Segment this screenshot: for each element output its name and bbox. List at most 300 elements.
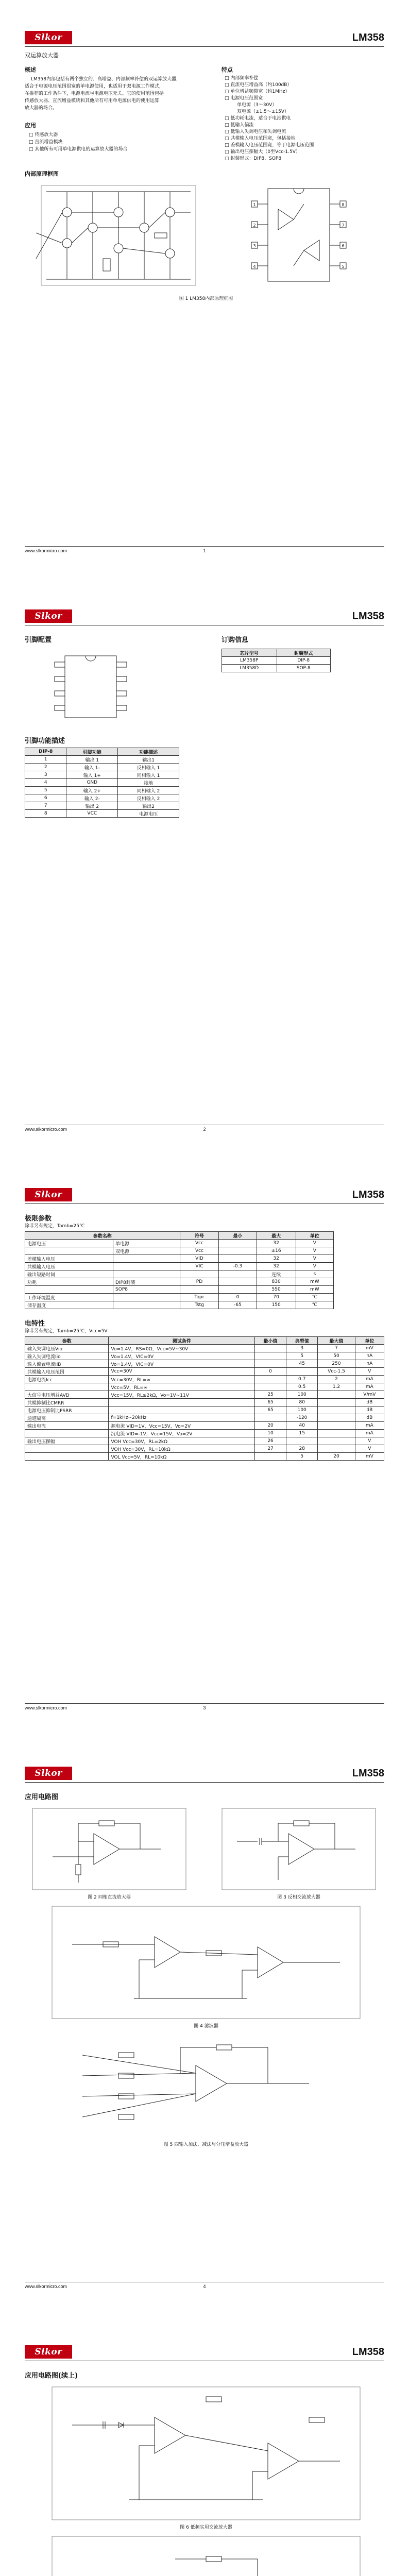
table-row <box>25 810 179 818</box>
cell: 通道隔离 <box>25 1414 109 1422</box>
page-number: 4 <box>203 2284 206 2289</box>
overview-line: 在推荐的工作条件下，电源电流与电源电压无关。它的使用范围包括 <box>25 91 164 96</box>
schematic-title: 内部原理框图 <box>25 171 59 177</box>
cell <box>109 1399 254 1406</box>
pin-number-1: 1 <box>253 202 256 207</box>
cell <box>318 1437 355 1445</box>
col-header: 典型值 <box>286 1337 318 1345</box>
table-row <box>25 1240 334 1247</box>
cell: Vcc=5V，RL=∞ <box>109 1383 254 1391</box>
cell <box>219 1270 257 1278</box>
cell: 150 <box>257 1301 296 1309</box>
cell: VID <box>180 1255 219 1263</box>
cell: 1.2 <box>318 1383 355 1391</box>
table-row <box>25 1406 384 1414</box>
table-row <box>25 1453 384 1461</box>
cell: 26 <box>254 1437 286 1445</box>
absolute-max-table <box>25 1231 334 1309</box>
cell: 250 <box>318 1360 355 1368</box>
cell: 反相输入 1 <box>118 764 179 771</box>
cell <box>318 1391 355 1399</box>
table-row <box>25 1345 384 1352</box>
cell: -120 <box>286 1414 318 1422</box>
cell <box>180 1286 219 1294</box>
cell: s <box>296 1270 333 1278</box>
cell: V <box>296 1263 333 1270</box>
app-circuits-cont-title: 应用电路图(续上) <box>25 2372 78 2380</box>
table-row <box>25 1430 384 1437</box>
cell <box>286 1437 318 1445</box>
cell: 70 <box>257 1294 296 1301</box>
cell: 40 <box>286 1422 318 1430</box>
cell: 沉电流 VID=-1V，Vcc=15V，Vo=2V <box>109 1430 254 1437</box>
cell: mW <box>296 1278 333 1286</box>
cell: Vcc <box>180 1240 219 1247</box>
cell: 4 <box>25 779 66 787</box>
table-row <box>25 1399 384 1406</box>
cell: 连续 <box>257 1270 296 1278</box>
cell: 输出电流 <box>25 1422 109 1430</box>
overview-line: LM358内部包括有两个独立的、高增益、内部频率补偿的双运算放大器， <box>31 77 181 82</box>
cell <box>113 1301 180 1309</box>
feature-item: □ 电源电压范围宽： <box>225 96 268 101</box>
feature-item: □ 低输入偏流 <box>225 123 254 128</box>
cell: VOH Vcc=30V，RL=2kΩ <box>109 1437 254 1445</box>
cell: 工作环境温度 <box>25 1294 113 1301</box>
cell: 5 <box>25 787 66 794</box>
table-row <box>25 1391 384 1399</box>
overview-title: 概述 <box>25 66 36 73</box>
cell <box>254 1360 286 1368</box>
circuit-noninverting-amp <box>32 1808 186 1890</box>
cell: 同相输入 2 <box>118 787 179 794</box>
cell: 输出1 <box>118 756 179 764</box>
cell <box>25 1430 109 1437</box>
cell: 0 <box>219 1294 257 1301</box>
features-title: 特点 <box>221 66 233 73</box>
page-header <box>25 607 384 625</box>
pin-description-table <box>25 748 179 818</box>
app-item: □ 其他所有可用单电源供电的运算放大器的场合 <box>29 147 128 152</box>
order-table <box>221 649 331 672</box>
table-row <box>25 1414 384 1422</box>
cell: 7 <box>318 1345 355 1352</box>
cell: LM358D <box>222 665 277 672</box>
page-footer <box>25 1703 384 1711</box>
cell: 0.5 <box>286 1383 318 1391</box>
cell: 25 <box>254 1391 286 1399</box>
col-header: DIP-8 <box>25 748 66 756</box>
cell: 接地 <box>118 779 179 787</box>
page-number: 3 <box>203 1705 206 1710</box>
feature-item: □ 共模输入电压范围宽，包括接地 <box>225 136 296 141</box>
part-number: LM358 <box>352 1768 384 1779</box>
cell: nA <box>355 1352 384 1360</box>
cell: V <box>355 1445 384 1453</box>
table-row <box>25 1301 334 1309</box>
cell: V/mV <box>355 1391 384 1399</box>
brand-logo: Slkor <box>25 31 72 44</box>
table-row <box>25 1263 334 1270</box>
cell <box>113 1270 180 1278</box>
cell: 储存温度 <box>25 1301 113 1309</box>
col-header: 参数 <box>25 1337 109 1345</box>
cell: 反相输入 2 <box>118 794 179 802</box>
col-header: 最大值 <box>318 1337 355 1345</box>
cell: 输入 2- <box>66 794 118 802</box>
cell: 输出 1 <box>66 756 118 764</box>
caption-fig4: 图 4 滤波器 <box>194 2024 218 2029</box>
cell: 20 <box>318 1453 355 1461</box>
cell: f=1kHz~20kHz <box>109 1414 254 1422</box>
table-row <box>25 1437 384 1445</box>
circuit-summing-amp <box>62 2035 350 2138</box>
brand-logo: Slkor <box>25 609 72 623</box>
cell: mV <box>355 1345 384 1352</box>
table-row <box>25 1368 384 1376</box>
cell: 100 <box>286 1406 318 1414</box>
cell <box>254 1383 286 1391</box>
table-row <box>222 665 331 672</box>
cell: VCC <box>66 810 118 818</box>
apps-title: 应用 <box>25 122 36 129</box>
cell: Topr <box>180 1294 219 1301</box>
cell <box>219 1286 257 1294</box>
cell: 输出 2 <box>66 802 118 810</box>
cell: 电源电压 <box>118 810 179 818</box>
page-3 <box>0 1157 409 1736</box>
page-2 <box>0 579 409 1157</box>
abs-note: 除非另有规定，Tamb=25℃ <box>25 1224 85 1229</box>
cell: 共模输入电压 <box>25 1263 113 1270</box>
cell: V <box>355 1368 384 1376</box>
page-header <box>25 1765 384 1783</box>
schematic-caption: 图 1 LM358内部原理框图 <box>179 296 233 301</box>
pindesc-title: 引脚功能描述 <box>25 737 65 745</box>
circuit-inverting-ac-amp <box>221 1808 376 1890</box>
cell: 输入 1- <box>66 764 118 771</box>
pinout-diagram <box>34 651 147 723</box>
subtitle: 双运算放大器 <box>25 52 59 59</box>
page-5 <box>0 2314 409 2576</box>
cell: 65 <box>254 1406 286 1414</box>
part-number: LM358 <box>352 611 384 622</box>
col-header: 芯片型号 <box>222 649 277 657</box>
cell: 27 <box>254 1445 286 1453</box>
caption-fig5: 图 5 四输入加法、减法与分压增益放大器 <box>163 2142 249 2147</box>
col-header: 单位 <box>296 1232 333 1240</box>
cell: VOH Vcc=30V，RL=10kΩ <box>109 1445 254 1453</box>
col-header: 符号 <box>180 1232 219 1240</box>
cell: mA <box>355 1430 384 1437</box>
cell: 共模输入电压范围 <box>25 1368 109 1376</box>
order-title: 订购信息 <box>221 636 249 644</box>
table-row <box>25 1383 384 1391</box>
footer-url[interactable]: www.slkormicro.com <box>25 1705 67 1710</box>
internal-schematic <box>31 181 206 290</box>
part-number: LM358 <box>352 2346 384 2358</box>
feature-item: □ 单位增益频带宽（约1MHz） <box>225 89 290 94</box>
cell <box>318 1414 355 1422</box>
brand-logo: Slkor <box>25 1188 72 1201</box>
cell: 550 <box>257 1286 296 1294</box>
cell: Tstg <box>180 1301 219 1309</box>
cell <box>219 1278 257 1286</box>
cell: 8 <box>25 810 66 818</box>
table-row <box>25 1294 334 1301</box>
cell: VIC <box>180 1263 219 1270</box>
table-row <box>25 1376 384 1383</box>
feature-item: □ 低功耗电流，适合于电池供电 <box>225 116 291 121</box>
table-row <box>25 756 179 764</box>
table-row <box>25 794 179 802</box>
cell: 80 <box>286 1399 318 1406</box>
page-footer <box>25 546 384 554</box>
cell: 15 <box>286 1430 318 1437</box>
pin-diagram <box>242 183 355 286</box>
cell: mA <box>355 1422 384 1430</box>
cell: 双电源 <box>113 1247 180 1255</box>
table-row <box>25 1278 334 1286</box>
cell: 同相输入 1 <box>118 771 179 779</box>
pin-number-2: 2 <box>253 223 256 228</box>
col-header: 参数名称 <box>25 1232 180 1240</box>
ec-note: 除非另有规定，Tamb=25℃，Vcc=5V <box>25 1329 108 1334</box>
feature-item: □ 低输入失调电压和失调电流 <box>225 129 286 134</box>
pin-number-3: 3 <box>253 244 256 248</box>
cell: Vcc-1.5 <box>318 1368 355 1376</box>
cell: nA <box>355 1360 384 1368</box>
cell: GND <box>66 779 118 787</box>
table-row <box>25 771 179 779</box>
cell: dB <box>355 1414 384 1422</box>
cell: 电源电压抑制比PSRR <box>25 1406 109 1414</box>
footer-url[interactable]: www.slkormicro.com <box>25 548 67 553</box>
cell <box>254 1453 286 1461</box>
pinout-title: 引脚配置 <box>25 636 52 644</box>
circuit-filter <box>52 1906 361 2019</box>
cell: 28 <box>286 1445 318 1453</box>
table-row <box>25 1270 334 1278</box>
cell: 功耗 <box>25 1278 113 1286</box>
cell: DIP-8 <box>277 657 331 665</box>
page-footer <box>25 1125 384 1132</box>
feature-item: □ 差模输入电压范围宽，等于电源电压范围 <box>225 143 314 148</box>
page-header <box>25 29 384 47</box>
cell: Vo=1.4V，RS=0Ω，Vcc=5V~30V <box>109 1345 254 1352</box>
cell: ℃ <box>296 1294 333 1301</box>
cell: 32 <box>257 1240 296 1247</box>
cell: PD <box>180 1278 219 1286</box>
feature-item: □ 封装形式：DIP8、SOP8 <box>225 156 282 161</box>
table-row <box>25 1255 334 1263</box>
cell: V <box>296 1255 333 1263</box>
app-circuits-title: 应用电路图 <box>25 1793 59 1801</box>
cell: mV <box>355 1453 384 1461</box>
cell: -0.3 <box>219 1263 257 1270</box>
cell: -65 <box>219 1301 257 1309</box>
table-row <box>25 1422 384 1430</box>
cell: 830 <box>257 1278 296 1286</box>
cell: 100 <box>286 1391 318 1399</box>
cell: ℃ <box>296 1301 333 1309</box>
cell: SOP-8 <box>277 665 331 672</box>
cell <box>219 1247 257 1255</box>
cell: 32 <box>257 1255 296 1263</box>
cell: VOL Vcc=5V，RL=10kΩ <box>109 1453 254 1461</box>
part-number: LM358 <box>352 32 384 43</box>
feature-item: □ 内部频率补偿 <box>225 76 259 81</box>
cell <box>219 1240 257 1247</box>
page-1 <box>0 0 409 579</box>
page-number: 1 <box>203 548 206 553</box>
cell: 5 <box>286 1453 318 1461</box>
col-header: 功能描述 <box>118 748 179 756</box>
page-footer <box>25 2282 384 2290</box>
cell: 输入失调电压Vio <box>25 1345 109 1352</box>
table-row <box>25 1352 384 1360</box>
cell <box>219 1255 257 1263</box>
cell: 源电流 VID=1V，Vcc=15V，Vo=2V <box>109 1422 254 1430</box>
cell: DIP8封装 <box>113 1278 180 1286</box>
caption-fig2: 图 2 同相直流放大器 <box>88 1895 131 1900</box>
pin-number-6: 6 <box>342 244 345 248</box>
circuit-sine-oscillator <box>52 2536 361 2576</box>
cell <box>25 1247 113 1255</box>
cell <box>318 1406 355 1414</box>
footer-url[interactable]: www.slkormicro.com <box>25 2284 67 2289</box>
cell: V <box>355 1437 384 1445</box>
cell: ±16 <box>257 1247 296 1255</box>
cell: dB <box>355 1406 384 1414</box>
cell: 输出短路时间 <box>25 1270 113 1278</box>
table-row <box>25 1247 334 1255</box>
cell: 输入 2+ <box>66 787 118 794</box>
cell: Vcc=30V <box>109 1368 254 1376</box>
table-row <box>25 1445 384 1453</box>
col-header: 封装形式 <box>277 649 331 657</box>
col-header: 最小 <box>219 1232 257 1240</box>
footer-url[interactable]: www.slkormicro.com <box>25 1127 67 1132</box>
cell: SOP8 <box>113 1286 180 1294</box>
pin-number-8: 8 <box>342 202 345 207</box>
cell: 输入偏置电流IIB <box>25 1360 109 1368</box>
app-item: □ 传感放大器 <box>29 132 58 138</box>
cell: Vcc <box>180 1247 219 1255</box>
cell <box>25 1453 109 1461</box>
cell: 输出电压摆幅 <box>25 1437 109 1445</box>
table-row <box>25 1360 384 1368</box>
overview-line: 适合于电源电压范围很宽的单电源使用，也适用于双电源工作模式， <box>25 84 164 89</box>
cell: 7 <box>25 802 66 810</box>
app-item: □ 直流增益模块 <box>29 140 63 145</box>
cell: Vcc=15V，RL≥2kΩ，Vo=1V~11V <box>109 1391 254 1399</box>
cell: 65 <box>254 1399 286 1406</box>
cell <box>25 1445 109 1453</box>
cell: 电源电流Icc <box>25 1376 109 1383</box>
cell <box>25 1286 113 1294</box>
cell: 0.7 <box>286 1376 318 1383</box>
part-number: LM358 <box>352 1189 384 1200</box>
cell <box>113 1294 180 1301</box>
cell: 大信号电压增益AVD <box>25 1391 109 1399</box>
cell: 电源电压 <box>25 1240 113 1247</box>
cell: 输入失调电流Iio <box>25 1352 109 1360</box>
page-header <box>25 1186 384 1204</box>
cell <box>113 1263 180 1270</box>
cell <box>254 1376 286 1383</box>
feature-subitem: 双电源（±1.5～±15V） <box>237 109 289 114</box>
brand-logo: Slkor <box>25 1767 72 1780</box>
table-row <box>25 779 179 787</box>
cell: 20 <box>254 1422 286 1430</box>
cell: 输出2 <box>118 802 179 810</box>
cell: 单电源 <box>113 1240 180 1247</box>
cell: 10 <box>254 1430 286 1437</box>
cell: 1 <box>25 756 66 764</box>
cell <box>109 1406 254 1414</box>
cell: 0 <box>254 1368 286 1376</box>
cell: Vcc=30V，RL=∞ <box>109 1376 254 1383</box>
cell: 5 <box>286 1352 318 1360</box>
cell: 3 <box>25 771 66 779</box>
cell: 2 <box>318 1376 355 1383</box>
overview-line: 放大器的场合。 <box>25 106 58 111</box>
cell <box>25 1383 109 1391</box>
table-row <box>25 1286 334 1294</box>
cell: dB <box>355 1399 384 1406</box>
cell <box>254 1345 286 1352</box>
col-header: 单位 <box>355 1337 384 1345</box>
overview-line: 传感放大器、直流增益模块和其他所有可用单电源供电的使用运算 <box>25 98 160 104</box>
abs-title: 极限参数 <box>25 1215 52 1223</box>
col-header: 最小值 <box>254 1337 286 1345</box>
page-header <box>25 2343 384 2361</box>
cell: 6 <box>25 794 66 802</box>
cell: Vo=1.4V，VIC=0V <box>109 1352 254 1360</box>
cell: 2 <box>25 764 66 771</box>
col-header: 最大 <box>257 1232 296 1240</box>
feature-item: □ 输出电压摆幅大（0至Vcc-1.5V） <box>225 149 300 155</box>
page-number: 2 <box>203 1127 206 1132</box>
cell: 45 <box>286 1360 318 1368</box>
cell <box>286 1368 318 1376</box>
cell: LM358P <box>222 657 277 665</box>
cell <box>113 1255 180 1263</box>
table-row <box>25 802 179 810</box>
pin-number-5: 5 <box>342 264 345 269</box>
caption-fig3: 图 3 反相交流放大器 <box>277 1895 320 1900</box>
cell: 共模抑制比CMRR <box>25 1399 109 1406</box>
page-4 <box>0 1736 409 2314</box>
cell <box>318 1430 355 1437</box>
cell: mA <box>355 1383 384 1391</box>
ec-title: 电特性 <box>25 1320 45 1328</box>
cell <box>318 1422 355 1430</box>
pin-number-7: 7 <box>342 223 345 228</box>
cell: mA <box>355 1376 384 1383</box>
cell: 输入 1+ <box>66 771 118 779</box>
cell: 差模输入电压 <box>25 1255 113 1263</box>
col-header: 测试条件 <box>109 1337 254 1345</box>
table-row <box>222 657 331 665</box>
cell: 3 <box>286 1345 318 1352</box>
cell <box>254 1352 286 1360</box>
cell <box>318 1399 355 1406</box>
caption-fig6: 图 6 低频实用交流放大器 <box>180 2525 232 2530</box>
feature-subitem: 单电源（3～30V） <box>237 103 277 108</box>
cell: 50 <box>318 1352 355 1360</box>
